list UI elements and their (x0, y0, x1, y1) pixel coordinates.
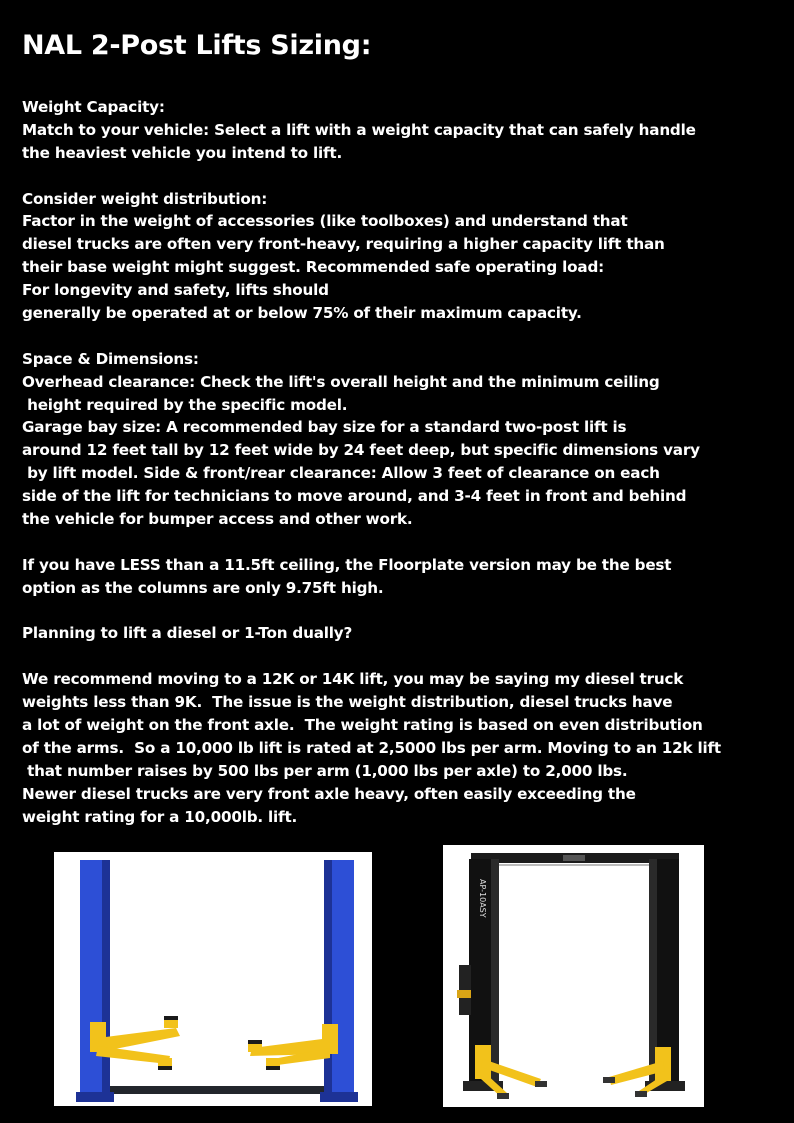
text-line: by lift model. Side & front/rear clearance: Allow 3 feet of clearance on each (22, 464, 660, 483)
text-line: Match to your vehicle: Select a lift with a weight capacity that can safely handle (22, 120, 696, 139)
text-line: height required by the specific model. (22, 395, 348, 414)
left-column (80, 860, 102, 1100)
text-line: option as the columns are only 9.75ft high. (22, 578, 384, 597)
paragraph-gap (22, 325, 782, 348)
left-column-side (491, 859, 499, 1087)
text-line: a lot of weight on the front axle. The weight rating is based on even distribution (22, 716, 703, 735)
text-line: side of the lift for technicians to move around, and 3-4 feet in front and behind (22, 487, 687, 506)
text-line: Space & Dimensions: (22, 349, 199, 368)
text-line: Newer diesel trucks are very front axle heavy, often easily exceeding the (22, 784, 636, 803)
column-label: AP-10ASY (478, 879, 487, 918)
text-line: If you have LESS than a 11.5ft ceiling, the Floorplate version may be the best (22, 555, 672, 574)
text-line: Garage bay size: A recommended bay size for a standard two-post lift is (22, 418, 627, 437)
text-line: For longevity and safety, lifts should (22, 281, 329, 300)
text-line: Planning to lift a diesel or 1-Ton dually? (22, 624, 353, 643)
text-line: that number raises by 500 lbs per arm (1,000 lbs per axle) to 2,000 lbs. (22, 761, 628, 780)
black-lift-icon (443, 845, 704, 1107)
left-base (76, 1092, 114, 1102)
left-arm-pads (497, 1081, 547, 1099)
paragraph-gap (22, 600, 782, 623)
right-column-side (324, 860, 332, 1100)
paragraph-gap (22, 645, 782, 668)
left-column-side (102, 860, 110, 1100)
black-lift-image (443, 845, 704, 1107)
text-line: Weight Capacity: (22, 98, 165, 116)
text-line: generally be operated at or below 75% of their maximum capacity. (22, 304, 582, 323)
right-column (332, 860, 354, 1100)
text-line: Overhead clearance: Check the lift's overall height and the minimum ceiling (22, 372, 660, 391)
text-line: of the arms. So a 10,000 lb lift is rated at 2,5000 lbs per arm. Moving to an 12k lift (22, 738, 721, 757)
blue-lift-icon (54, 852, 372, 1106)
paragraph-gap (22, 165, 782, 188)
text-line: Factor in the weight of accessories (like toolboxes) and understand that (22, 212, 628, 231)
text-line: We recommend moving to a 12K or 14K lift, you may be saying my diesel truck (22, 670, 684, 689)
paragraph-gap (22, 531, 782, 554)
text-line: diesel trucks are often very front-heavy, requiring a higher capacity lift than (22, 235, 665, 254)
overhead-switch (563, 855, 585, 861)
text-line: the heaviest vehicle you intend to lift. (22, 143, 343, 162)
floor-plate (92, 1086, 352, 1094)
body-text (22, 96, 782, 829)
text-line: their base weight might suggest. Recommended safe operating load: (22, 258, 605, 277)
text-line: the vehicle for bumper access and other work. (22, 510, 413, 529)
text-line: weight rating for a 10,000lb. lift. (22, 807, 298, 826)
text-line: weights less than 9K. The issue is the weight distribution, diesel trucks have (22, 693, 673, 712)
blue-lift-image (54, 852, 372, 1106)
right-base (320, 1092, 358, 1102)
page-title: NAL 2-Post Lifts Sizing: (22, 30, 372, 61)
power-unit-accent (457, 990, 471, 998)
text-line: Consider weight distribution: (22, 189, 268, 208)
text-line: around 12 feet tall by 12 feet wide by 24 feet deep, but specific dimensions vary (22, 441, 700, 460)
